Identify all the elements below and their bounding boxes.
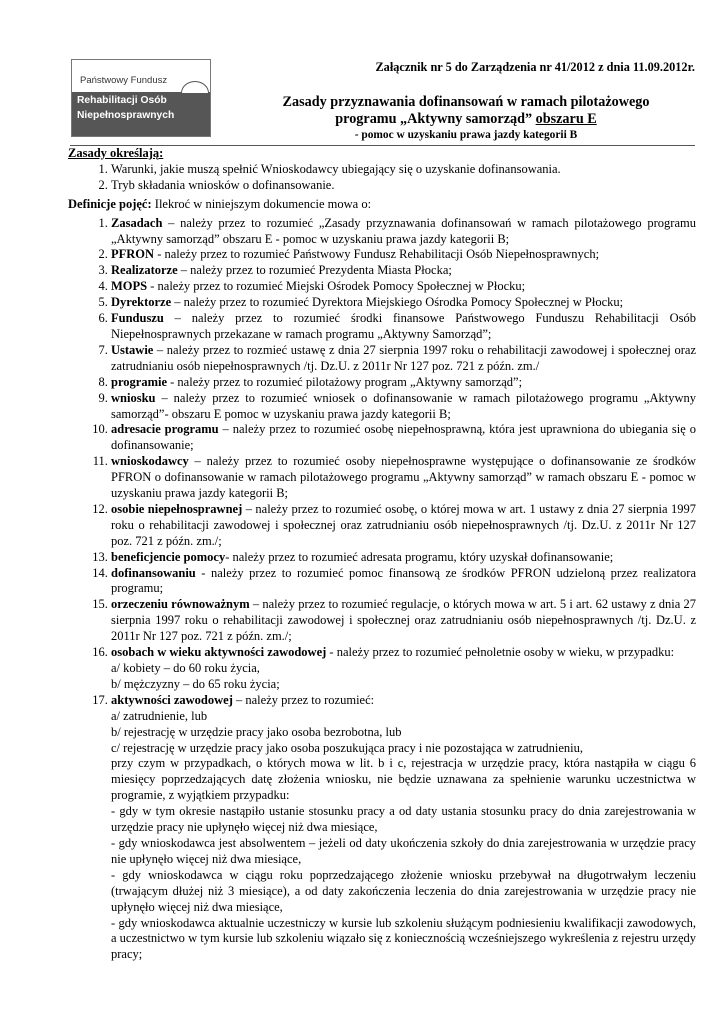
definitions-heading: Definicje pojęć: [68,196,152,211]
definition-term: osobach w wieku aktywności zawodowej [111,645,327,660]
definition-text: – należy przez to rozumieć Prezydenta Miasta Płocka; [177,263,452,278]
definition-subitem: a/ kobiety – do 60 roku życia, [111,661,260,675]
definition-term: Realizatorze [111,263,178,278]
logo-line-3: Niepełnosprawnych [77,110,175,121]
definition-text: – należy przez to rozumieć wniosek o dofinansowanie w ramach pilotażowego programu „Aktywny samorząd”- obszaru E pomoc w uzyskaniu prawa jazdy kategorii B; [111,390,696,421]
definition-term: Ustawie [111,342,154,357]
definition-text: – należy przez to rozumieć Dyrektora Miejskiego Ośrodka Pomocy Społecznej w Płocku; [171,295,624,310]
definition-term: aktywności zawodowej [111,692,233,707]
logo-circle-icon [181,81,209,105]
section-rules-heading: Zasady określają: [68,146,164,160]
definition-item [111,295,696,311]
definition-item [111,375,696,391]
definition-term: Zasadach [111,215,163,230]
definition-item [111,279,696,295]
definition-item [111,454,696,502]
definition-text: – należy przez to rozumieć osobę niepełnosprawną, która jest uprawniona do ubiegania się o dofinansowanie; [111,422,696,453]
definition-subitem: - gdy wnioskodawca jest absolwentem – jeżeli od daty ukończenia szkoły do dnia zarejestrowania w urzędzie pracy nie upłynęło więcej niż dwa miesiące, [111,835,696,866]
definition-term: wnioskodawcy [111,454,189,469]
definition-item [111,502,696,550]
document-subtitle: - pomoc w uzyskaniu prawa jazdy kategorii B [354,129,578,141]
definition-subitem: przy czym w przypadkach, o których mowa w lit. b i c, rejestracja w urzędzie pracy, która nastąpiła w ciągu 6 miesięcy poprzedzających datę złożenia wniosku, nie będzie uznawana za spełnienie warunku uczestnictwa w programie, z wyjątkiem przypadku: [111,756,696,803]
title-program: programu „Aktywny samorząd” [335,111,536,127]
definitions-intro [68,197,696,213]
definition-text: - należy przez to rozumieć pomoc finansową ze środków PFRON udzieloną przez realizatora programu; [111,565,696,596]
definition-term: PFRON [111,247,155,262]
definition-text: – należy przez to rozumieć: [232,692,375,707]
definition-item [111,216,696,248]
logo-line-1: Państwowy Fundusz [80,75,168,86]
document-title-line-2 [232,111,700,128]
definition-text: - należy przez to rozumieć Miejski Ośrodek Pomocy Społecznej w Płocku; [147,279,526,294]
definition-item [111,343,696,375]
definition-item [111,693,696,963]
definition-text: - należy przez to rozumieć adresata programu, który uzyskał dofinansowanie; [225,549,614,564]
definition-term: MOPS [111,279,148,294]
logo-line-2: Rehabilitacji Osób [77,95,167,106]
rules-list [68,162,696,194]
definition-subitem: - gdy wnioskodawca aktualnie uczestniczy w kursie lub szkoleniu służącym podniesieniu kwalifikacji zawodowych, a uczestnictwo w tym kursie lub szkoleniu wiązało się z koniecznością wcześniejszego wykreślenia z rejestru urzędy pracy; [111,915,696,962]
definition-text: – należy przez to rozumieć osobę, o której mowa w art. 1 ustawy z dnia 27 sierpnia 1997 roku o rehabilitacji zawodowej i społecznej oraz zatrudnianiu osób niepełnosprawnych /tj. Dz.U. z 2011r Nr 127 poz. 721 z późn. zm./; [111,501,696,548]
definition-item [111,263,696,279]
definition-item [111,566,696,598]
definition-text: - należy przez to rozumieć pełnoletnie osoby w wieku, w przypadku: [326,645,675,660]
definition-text: - należy przez to rozumieć Państwowy Fundusz Rehabilitacji Osób Niepełnosprawnych; [154,247,600,262]
definition-item [111,247,696,263]
definition-term: osobie niepełnosprawnej [111,501,243,516]
definition-term: orzeczeniu równoważnym [111,597,250,612]
definition-item [111,391,696,423]
definition-item [111,311,696,343]
annex-reference: Załącznik nr 5 do Zarządzenia nr 41/2012 z dnia 11.09.2012r. [375,60,695,74]
definition-term: Dyrektorze [111,295,172,310]
definition-text: – należy przez to rozumieć regulacje, o których mowa w art. 5 i art. 62 ustawy z dnia 27 sierpnia 1997 roku o rehabilitacji zawodowej i społecznej oraz zatrudnianiu osób niepełnosprawnych /tj. Dz.U. z 2011r Nr 127 poz. 721 z późn. zm./; [111,597,696,644]
definition-item [111,550,696,566]
definition-subitem: - gdy w tym okresie nastąpiło ustanie stosunku pracy a od daty ustania stosunku pracy do dnia zarejestrowania w urzędzie pracy nie upłynęło więcej niż dwa miesiące, [111,804,696,835]
rules-item: 2. Tryb składania wniosków o dofinansowanie. [111,178,696,194]
definitions-list [68,216,696,964]
document-body [68,146,696,963]
definition-term: wniosku [111,390,156,405]
definition-term: Funduszu [111,311,164,326]
pfron-logo [71,59,211,137]
definition-item [111,597,696,645]
definition-term: beneficjencie pomocy [111,549,226,564]
definition-subitem: - gdy wnioskodawca w ciągu roku poprzedzającego złożenie wniosku przebywał na długotrwałym leczeniu (trwającym dłużej niż 3 miesiące), a od daty zakończenia leczenia do dnia zarejestrowania w urzędzie pracy nie upłynęło więcej niż dwa miesiące, [111,867,696,914]
definition-item [111,422,696,454]
definition-item [111,645,696,693]
definition-subitem: b/ mężczyzny – do 65 roku życia; [111,676,280,691]
definition-text: – należy przez to rozumieć osoby niepełnosprawne występujące o dofinansowanie ze środków PFRON o dofinansowanie w ramach pilotażowego programu „Aktywny samorząd” w ramach obszaru E - pomoc w uzyskaniu prawa jazdy kategorii B; [111,454,696,501]
definition-text: – należy przez to rozumieć „Zasady przyznawania dofinansowań w ramach pilotażowego programu „Aktywny samorząd” obszaru E - pomoc w uzyskaniu prawa jazdy kategorii B; [111,215,696,246]
rules-item: 1. Warunki, jakie muszą spełnić Wnioskodawcy ubiegający się o uzyskanie dofinansowania. [111,162,696,178]
definition-subitem: b/ rejestrację w urzędzie pracy jako osoba bezrobotna, lub [111,724,402,739]
definition-text: – należy przez to rozmieć ustawę z dnia 27 sierpnia 1997 roku o rehabilitacji zawodowej i społecznej oraz zatrudnianiu osób niepełnosprawnych /tj. Dz.U. z 2011r Nr 127 poz. 721 z późn. zm./ [111,342,696,373]
definition-subitem: a/ zatrudnienie, lub [111,708,208,723]
definition-text: – należy przez to rozumieć środki finansowe Państwowego Funduszu Rehabilitacji Osób Niepełnosprawnych przekazane w ramach programu „Aktywny Samorząd”; [111,311,696,341]
definition-term: adresacie programu [111,422,219,437]
definition-term: dofinansowaniu [111,565,196,580]
definition-subitem: c/ rejestrację w urzędzie pracy jako osoba poszukująca pracy i nie pozostająca w zatrudnieniu, [111,740,584,755]
document-title-line-1: Zasady przyznawania dofinansowań w ramach pilotażowego [282,94,650,110]
definitions-intro-text: Ilekroć w niniejszym dokumencie mowa o: [151,196,372,211]
title-area: obszaru E [535,111,597,127]
definition-term: programie [111,374,168,389]
definition-text: - należy przez to rozumieć pilotażowy program „Aktywny samorząd”; [167,374,523,389]
